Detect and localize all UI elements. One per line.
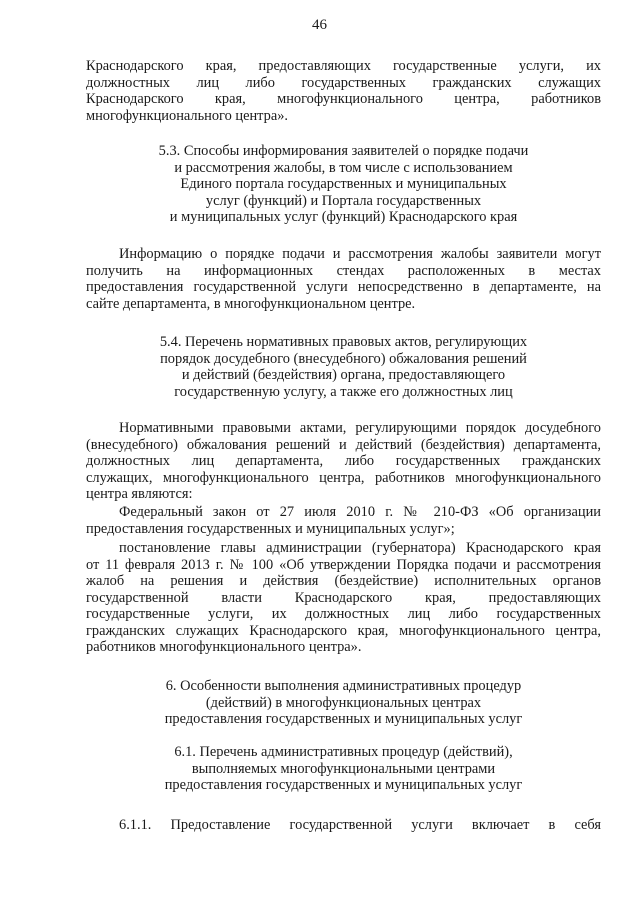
text-line: Федеральный закон от 27 июля 2010 г. № 210-ФЗ «Об организации	[119, 504, 601, 520]
section-heading-6-1	[86, 744, 601, 794]
text-line: предоставления государственных и муниципальных услуг»;	[86, 520, 455, 537]
heading-line: услуг (функций) и Портала государственных	[205, 192, 482, 209]
heading-line: и муниципальных услуг (функций) Краснодарского края	[169, 209, 518, 225]
heading-line: 6. Особенности выполнения административных процедур	[165, 678, 522, 694]
text-line: государственные услуги, их должностных лиц либо государственных	[86, 606, 601, 622]
page-number: 46	[312, 17, 327, 33]
text-line: постановление главы администрации (губернатора) Краснодарского края	[119, 540, 601, 556]
text-line: (внесудебного) обжалования решений и действий (бездействия) департамента,	[86, 436, 601, 453]
text-line: получить на информационных стендах расположенных в местах	[86, 262, 601, 279]
text-line: Краснодарского края, предоставляющих государственные услуги, их	[86, 58, 601, 74]
text-line: Информацию о порядке подачи и рассмотрения жалобы заявители могут	[119, 246, 601, 262]
heading-line: 5.4. Перечень нормативных правовых актов, регулирующих	[159, 334, 528, 350]
text-line: гражданских служащих Краснодарского края, многофункционального центра,	[86, 622, 601, 639]
heading-line: и действий (бездействия) органа, предоставляющего	[181, 367, 506, 383]
text-line: сайте департамента, в многофункциональном центре.	[86, 295, 416, 312]
heading-line: выполняемых многофункциональными центрами	[191, 760, 496, 777]
text-line: служащих, многофункционального центра, работников многофункционального	[86, 469, 601, 486]
heading-line: предоставления государственных и муниципальных услуг	[164, 711, 523, 727]
text-line: центра являются:	[86, 486, 193, 502]
section-heading-5-4	[86, 334, 601, 400]
heading-line: (действий) в многофункциональных центрах	[205, 694, 482, 711]
heading-line: государственную услугу, а также его должностных лиц	[174, 383, 513, 400]
heading-line: и рассмотрения жалобы, в том числе с использованием	[174, 159, 513, 176]
text-line: Нормативными правовыми актами, регулирующими порядок досудебного	[119, 420, 601, 436]
text-line: предоставления государственной услуги непосредственно в департаменте, на	[86, 279, 601, 295]
heading-line: порядок досудебного (внесудебного) обжалования решений	[160, 350, 527, 367]
text-line: многофункционального центра».	[86, 107, 289, 124]
section-heading-5-3	[86, 143, 601, 226]
paragraph-6-1-1	[86, 817, 601, 834]
text-line: от 11 февраля 2013 г. № 100 «Об утверждении Порядка подачи и рассмотрения	[86, 556, 601, 573]
paragraph-5-4	[86, 420, 601, 503]
heading-line: 5.3. Способы информирования заявителей о порядке подачи	[158, 143, 529, 159]
intro-paragraph	[86, 58, 601, 124]
text-line: Краснодарского края, многофункционального центра, работников	[86, 91, 601, 107]
text-line: 6.1.1. Предоставление государственной услуги включает в себя	[119, 817, 601, 833]
text-line: жалоб на решения и действия (бездействие) исполнительных органов	[86, 573, 601, 589]
heading-line: предоставления государственных и муниципальных услуг	[164, 777, 523, 793]
decree-paragraph	[86, 540, 601, 656]
law-paragraph	[86, 504, 601, 537]
heading-line: 6.1. Перечень административных процедур (действий),	[174, 744, 513, 760]
paragraph-5-3	[86, 246, 601, 312]
text-line: должностных лиц либо государственных гражданских служащих	[86, 74, 601, 91]
section-heading-6	[86, 678, 601, 728]
heading-line: Единого портала государственных и муниципальных	[180, 176, 507, 192]
text-line: должностных лиц департамента, либо государственных гражданских	[86, 453, 601, 469]
text-line: работников многофункционального центра».	[86, 639, 362, 655]
text-line: государственной власти Краснодарского края, предоставляющих	[86, 589, 601, 606]
